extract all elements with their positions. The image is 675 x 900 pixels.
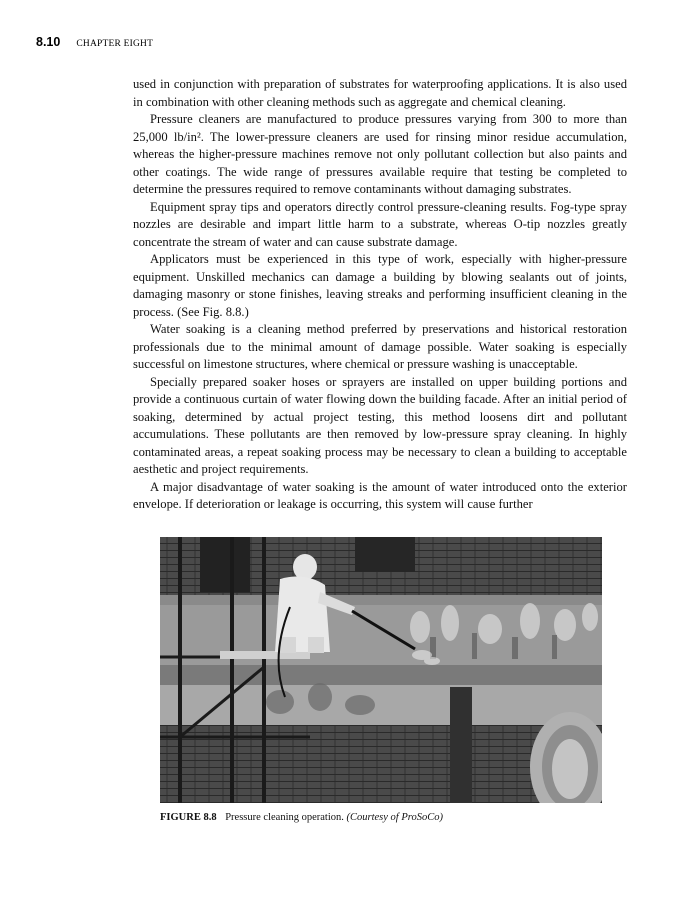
paragraph-4: Applicators must be experienced in this type of work, especially with higher-pressure equipment. Unskilled mechanics can damage a building by blowing sealants out of joints, damaging masonry or stone finishes, leaving streaks and performing insufficient cleaning in the process. (See Fig. 8.8.) (133, 252, 627, 319)
caption-text: Pressure cleaning operation. (225, 812, 344, 823)
paragraph-6: Specially prepared soaker hoses or sprayers are installed on upper building portions and provide a continuous curtain of water flowing down the building facade. After an initial period of soaking, determined by actual project testing, this method loosens dirt and pollutant accumulations. These pollutants are then removed by low-pressure spray cleaning. In highly contaminated areas, a repeat soaking process may be necessary to clean a building to acceptable aesthetic and project requirements. (133, 374, 627, 476)
figure-caption (160, 812, 602, 823)
paragraph-2: Pressure cleaners are manufactured to produce pressures varying from 300 to more than 25,000 lb/in². The lower-pressure cleaners are used for rinsing minor residue accumulation, whereas the higher-pressure machines remove not only pollutant collection but also paints and other coatings. The wide range of pressures available require that testing be completed to determine the pressures required to remove contaminants without damaging substrates. (133, 112, 627, 196)
pressure-cleaning-photo (160, 537, 602, 803)
figure-photo (160, 537, 602, 803)
paragraph-5: Water soaking is a cleaning method preferred by preservations and historical restoration professionals due to the minimal amount of damage possible. Water soaking is especially successful on limestone structures, where chemical or pressure washing is unacceptable. (133, 322, 627, 371)
page-header (36, 33, 153, 51)
body-text (133, 76, 627, 514)
paragraph-7: A major disadvantage of water soaking is the amount of water introduced onto the exterior envelope. If deterioration or leakage is occurring, this system will cause further (133, 479, 627, 511)
caption-credit: (Courtesy of ProSoCo) (346, 812, 443, 823)
figure-label: FIGURE 8.8 (160, 812, 217, 823)
page-number: 8.10 (36, 35, 61, 49)
chapter-title: CHAPTER EIGHT (76, 39, 154, 49)
paragraph-1: used in conjunction with preparation of substrates for waterproofing applications. It is also used in combination with other cleaning methods such as aggregate and chemical cleaning. (133, 77, 627, 109)
paragraph-3: Equipment spray tips and operators directly control pressure-cleaning results. Fog-type spray nozzles are desirable and impart little harm to a substrate, whereas O-tip nozzles greatly concentrate the stream of water and can cause substrate damage. (133, 199, 627, 249)
